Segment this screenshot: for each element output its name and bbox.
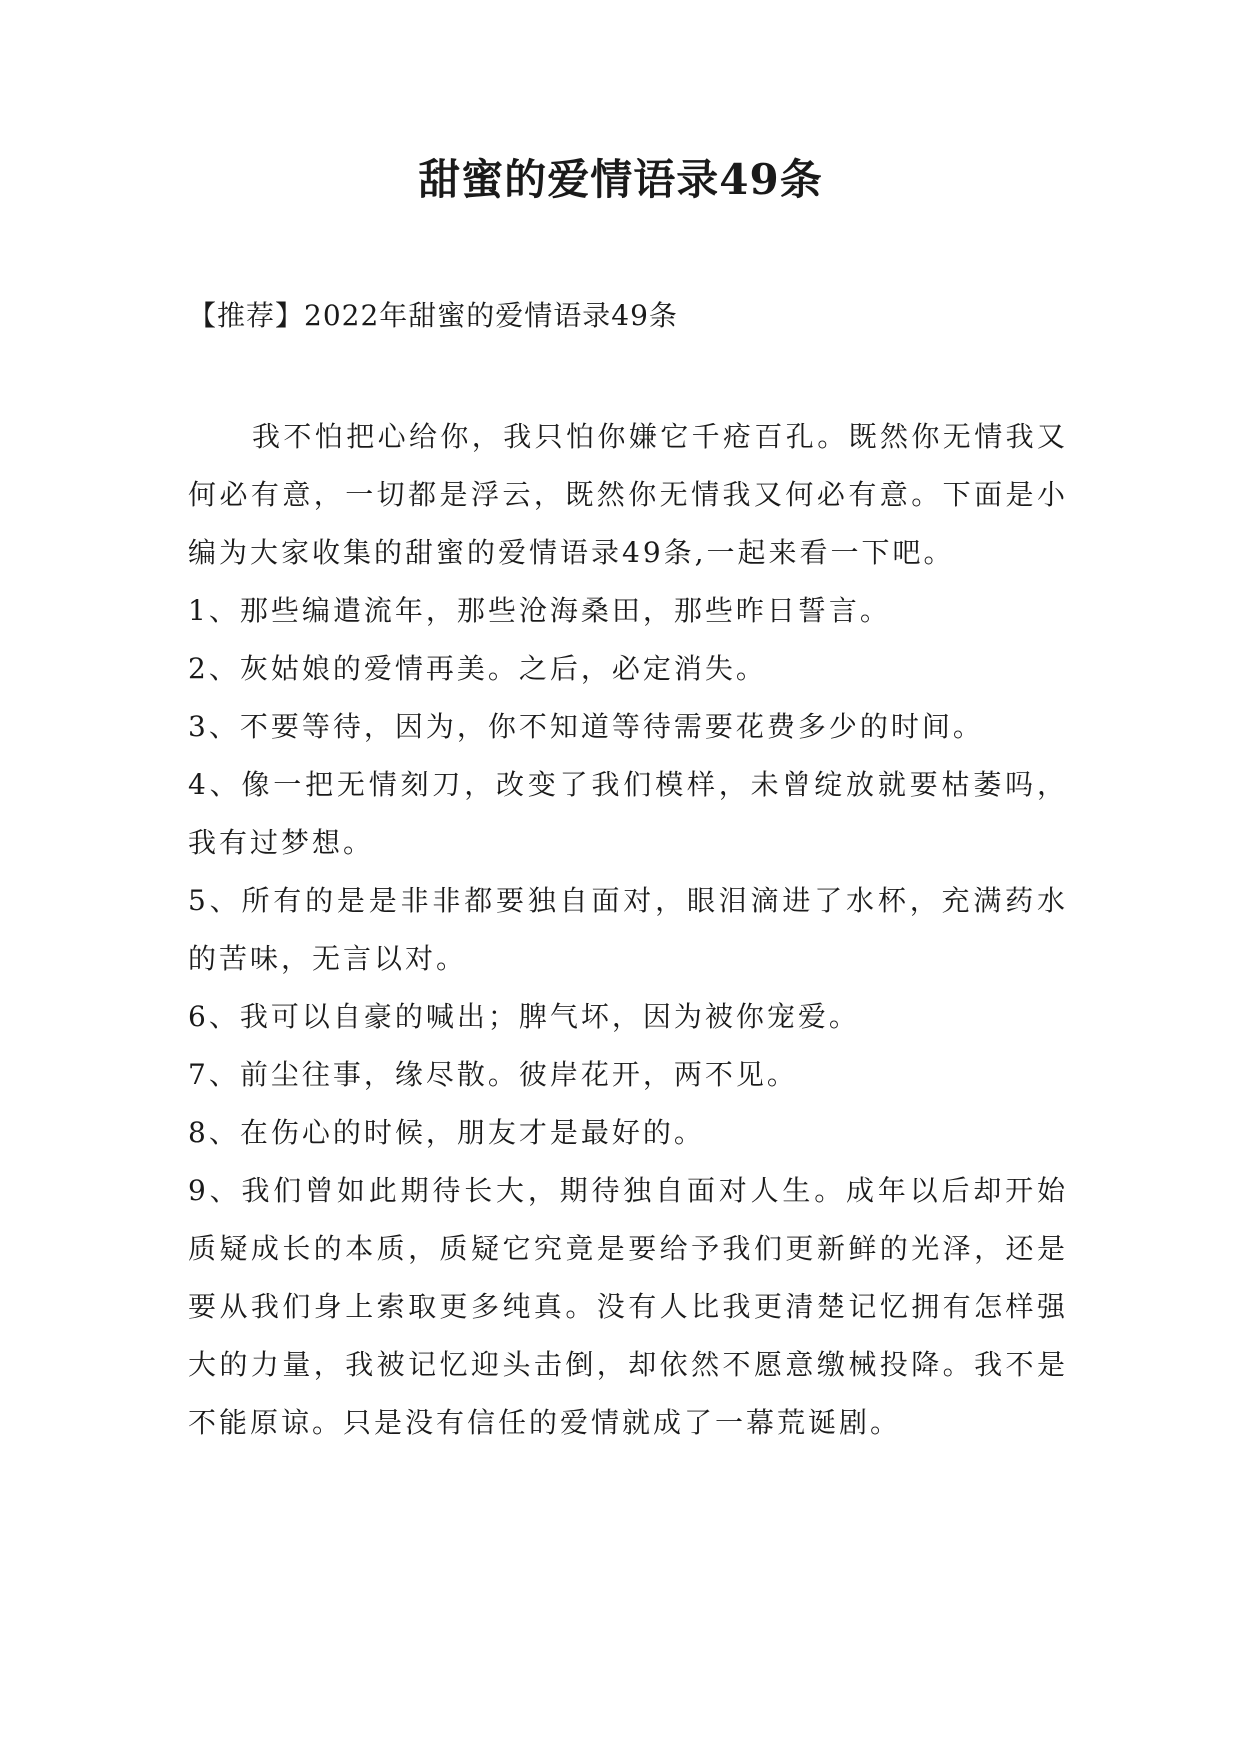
quote-item-2: 2、灰姑娘的爱情再美。之后，必定消失。 bbox=[188, 652, 767, 685]
quote-item-1: 1、那些编遣流年，那些沧海桑田，那些昨日誓言。 bbox=[188, 594, 891, 627]
quote-item-4: 4、像一把无情刻刀，改变了我们模样，未曾绽放就要枯萎吗，我有过梦想。 bbox=[188, 768, 1068, 859]
intro-paragraph: 我不怕把心给你，我只怕你嫌它千疮百孔。既然你无情我又何必有意，一切都是浮云，既然你无情我又何必有意。下面是小编为大家收集的甜蜜的爱情语录49条,一起来看一下吧。 bbox=[188, 420, 1068, 569]
document-body bbox=[188, 408, 1068, 1452]
quote-item-5: 5、所有的是是非非都要独自面对，眼泪滴进了水杯，充满药水的苦味，无言以对。 bbox=[188, 884, 1068, 975]
document-title: 甜蜜的爱情语录49条 bbox=[418, 155, 823, 204]
quote-item-9: 9、我们曾如此期待长大，期待独自面对人生。成年以后却开始质疑成长的本质，质疑它究竟是要给予我们更新鲜的光泽，还是要从我们身上索取更多纯真。没有人比我更清楚记忆拥有怎样强大的力量，我被记忆迎头击倒，却依然不愿意缴械投降。我不是不能原谅。只是没有信任的爱情就成了一幕荒诞剧。 bbox=[188, 1174, 1068, 1439]
document-subtitle: 【推荐】2022年甜蜜的爱情语录49条 bbox=[188, 299, 678, 332]
quote-item-7: 7、前尘往事，缘尽散。彼岸花开，两不见。 bbox=[188, 1058, 798, 1091]
quote-item-3: 3、不要等待，因为，你不知道等待需要花费多少的时间。 bbox=[188, 710, 984, 743]
quote-item-8: 8、在伤心的时候，朋友才是最好的。 bbox=[188, 1116, 705, 1149]
quote-item-6: 6、我可以自豪的喊出；脾气坏，因为被你宠爱。 bbox=[188, 1000, 860, 1033]
